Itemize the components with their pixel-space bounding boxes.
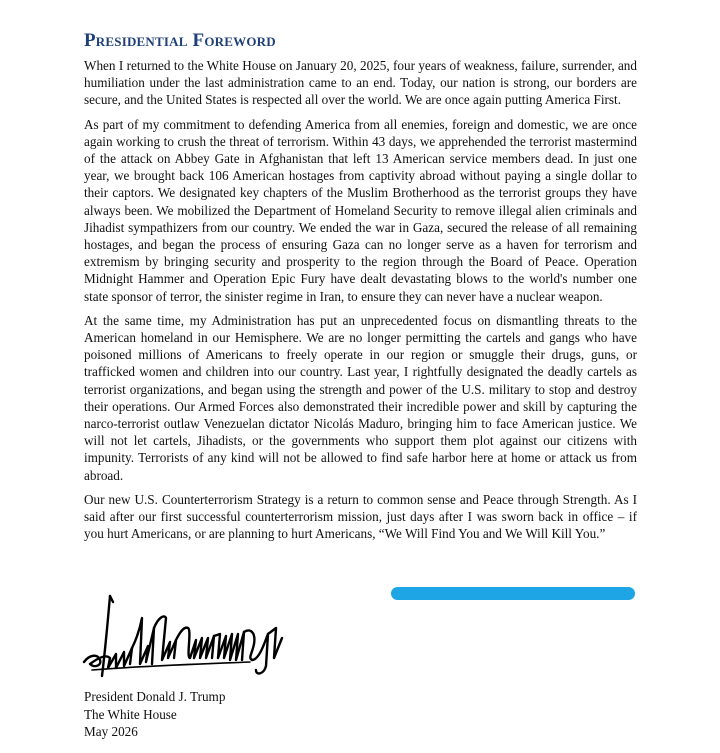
handwritten-signature xyxy=(80,588,290,680)
page-title: Presidential Foreword xyxy=(84,30,276,51)
paragraph-3: At the same time, my Administration has put an unprecedented focus on dismantling threats to the American homeland in our Hemisphere. We are no longer permitting the cartels and gangs who have poisoned millions of Americans to freely operate in our region or smuggle their drugs, guns, or trafficked women and children into our country. Last year, I rightfully designated the deadly cartels as terrorist organizations, and began using the strength and power of the U.S. military to stop and destroy their operations. Our Armed Forces also demonstrated their incredible power and skill by capturing the narco-terrorist outlaw Venezuelan dictator Nicolás Maduro, bringing him to face American justice. We will not let cartels, Jihadists, or the governments who support them plot against our citizens with impunity. Terrorists of any kind will not be allowed to find safe harbor here at home or attack us from abroad. xyxy=(84,312,637,483)
signatory-name: President Donald J. Trump xyxy=(84,689,226,704)
signature-block xyxy=(84,688,225,741)
paragraph-2: As part of my commitment to defending America from all enemies, foreign and domestic, we are once again working to crush the threat of terrorism. Within 43 days, we apprehended the terrorist mastermind of the attack on Abbey Gate in Afghanistan that left 13 American service members dead. In just one year, we brought back 106 American hostages from captivity abroad without paying a single dollar to their captors. We designated key chapters of the Muslim Brotherhood as the terrorist groups they have always been. We mobilized the Department of Homeland Security to remove illegal alien criminals and Jihadist sympathizers from our country. We ended the war in Gaza, secured the release of all remaining hostages, and began the process of ensuring Gaza can no longer serve as a haven for terrorism and extremism by bringing security and prosperity to the region through the Board of Peace. Operation Midnight Hammer and Operation Epic Fury have dealt devastating blows to the world's number one state sponsor of terror, the sinister regime in Iran, to ensure they can never have a nuclear weapon. xyxy=(84,116,637,304)
document-date: May 2026 xyxy=(84,724,138,739)
highlight-mark xyxy=(391,587,635,600)
paragraph-4: Our new U.S. Counterterrorism Strategy is a return to common sense and Peace through Strength. As I said after our first successful counterterrorism mission, just days after I was sworn back in office – if you hurt Americans, or are planning to hurt Americans, “We Will Find You and We Will Kill You.” xyxy=(84,491,637,542)
foreword-page xyxy=(84,30,637,549)
paragraph-1: When I returned to the White House on January 20, 2025, four years of weakness, failure, surrender, and humiliation under the last administration came to an end. Today, our nation is strong, our borders are secure, and the United States is respected all over the world. We are once again putting America First. xyxy=(84,58,637,108)
signatory-office: The White House xyxy=(84,706,177,722)
